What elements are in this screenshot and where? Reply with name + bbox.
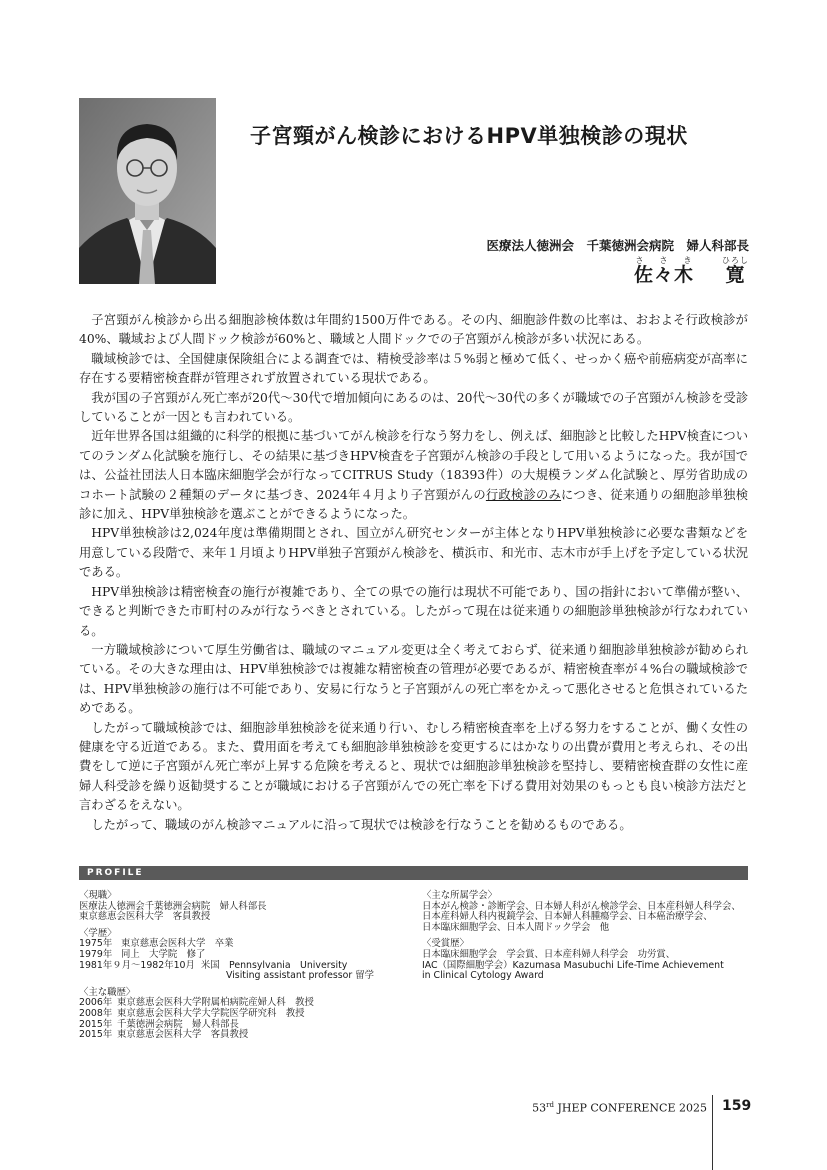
profile-header: PROFILE	[79, 866, 748, 880]
societies-line: 日本臨床細胞学会、日本人間ドック学会 他	[422, 921, 610, 933]
career-date: 2015年	[79, 1018, 113, 1030]
career-date: 2006年	[79, 997, 113, 1009]
paragraph-4-underlined: 行政検診のみ	[485, 487, 562, 502]
career-row	[79, 1009, 409, 1020]
profile-left-column	[79, 891, 409, 1047]
career-row	[79, 1030, 409, 1041]
education-text: 東京慈恵会医科大学 卒業	[121, 938, 234, 950]
author-family-reading	[634, 256, 694, 265]
reading-sa2: さ	[659, 256, 672, 265]
conference-footer	[532, 1101, 707, 1115]
author-given-name	[722, 256, 749, 286]
paragraph-4-part-a: 近年世界各国は組織的に科学的根拠に基づいてがん検診を行なう努力をし、例えば、細胞診と比較したHPV検査についてのランダム化試験を施行し、その結果に基づきHPV検査を子宮頸がん検診の手段として用いるようになった。我が国では、公益社団法人日本臨床細胞学会が行なってCITRUS Study（18393件）の大規模ランダム化試験と、厚労省助成のコホート試験の２種類のデータに基づき、2024年４月より子宮頸がんの	[79, 429, 748, 502]
current-position-line: 医療法人徳洲会千葉徳洲会病院 婦人科部長	[79, 900, 267, 912]
paragraph-1: 子宮頸がん検診から出る細胞診検体数は年間約1500万件である。その内、細胞診件数の比率は、おおよそ行政検診が40%、職域および人間ドック検診が60%と、職域と人間ドックでの子宮頸がん検診が多い状況にある。	[79, 313, 748, 347]
education-text: 米国 Pennsylvania University	[200, 959, 348, 971]
reading-sa1: さ	[633, 256, 648, 265]
author-given-reading: ひろし	[722, 256, 749, 265]
profile-current-position	[79, 891, 409, 923]
career-text: 東京慈恵会医科大学大学院医学研究科 教授	[117, 1007, 305, 1019]
author-portrait-image	[79, 98, 216, 284]
career-date: 2008年	[79, 1007, 113, 1019]
career-heading: 〈主な職歴〉	[79, 986, 136, 998]
conference-ordinal: rd	[546, 1101, 554, 1109]
profile-awards	[422, 939, 752, 981]
education-heading: 〈学歴〉	[79, 927, 117, 939]
education-date: 1975年	[79, 938, 113, 950]
awards-heading: 〈受賞歴〉	[422, 938, 469, 950]
paragraph-9: したがって、職域のがん検診マニュアルに沿って現状では検診を行なうことを勧めるものである。	[91, 817, 632, 832]
awards-line: in Clinical Cytology Award	[422, 970, 544, 982]
profile-career	[79, 988, 409, 1041]
footer-divider	[712, 1095, 713, 1170]
paragraph-8: したがって職域検診では、細胞診単独検診を従来通り行い、むしろ精密検査率を上げる努力をすることが、働く女性の健康を守る近道である。また、費用面を考えても細胞診単独検診を変更するにはかなりの出費が費用と考えられ、その出費をして逆に子宮頸がん死亡率が上昇する危険を考えると、現状では細胞診単独検診を堅持し、要精密検査群の女性に産婦人科受診を繰り返勧奨することが職域における子宮頸がんでの死亡率を下げる費用対効果のもっとも良い検診方法だと言わざるをえない。	[79, 720, 748, 813]
education-date: 1981年９月～1982年10月	[79, 959, 195, 971]
paragraph-4	[79, 427, 748, 524]
author-affiliation: 医療法人徳洲会 千葉徳洲会病院 婦人科部長	[486, 238, 749, 253]
author-name	[634, 256, 749, 287]
profile-right-column	[422, 891, 752, 988]
profile-education	[79, 929, 409, 982]
awards-line: 日本臨床細胞学会 学会賞、日本産科婦人科学会 功労賞、	[422, 948, 676, 960]
profile-societies	[422, 891, 752, 933]
current-position-line: 東京慈恵会医科大学 客員教授	[79, 911, 211, 923]
education-row	[79, 950, 409, 961]
societies-heading: 〈主な所属学会〉	[422, 890, 498, 901]
paragraph-2: 職域検診では、全国健康保険組合による調査では、精検受診率は５%弱と極めて低く、せっかく癌や前癌病変が高率に存在する要精密検査群が管理されず放置されている現状である。	[79, 351, 748, 386]
education-continuation: Visiting assistant professor 留学	[226, 970, 374, 982]
conference-number: 53	[532, 1101, 547, 1115]
paragraph-5: HPV単独検診は2,024年度は準備期間とされ、国立がん研究センターが主体となりHPV単独検診に必要な書類などを用意している段階で、来年１月頃よりHPV単独子宮頸がん検診を、横浜市、和光市、志木市が手上げを予定している状況である。	[79, 526, 748, 580]
paragraph-3: 我が国の子宮頸がん死亡率が20代～30代で増加傾向にあるのは、20代～30代の多くが職域での子宮頸がん検診を受診していることが一因とも言われている。	[79, 390, 748, 425]
career-text: 千葉徳洲会病院 婦人科部長	[117, 1018, 239, 1030]
article-title: 子宮頸がん検診におけるHPV単独検診の現状	[250, 124, 688, 148]
article-body	[79, 311, 748, 835]
author-photo	[79, 98, 216, 284]
reading-ki: き	[683, 256, 695, 265]
page-number: 159	[722, 1098, 752, 1114]
awards-line: IAC（国際細胞学会）Kazumasa Masubuchi Life-Time Achievement	[422, 959, 724, 971]
author-family-name	[633, 256, 695, 286]
education-date: 1979年	[79, 948, 113, 960]
career-date: 2015年	[79, 1029, 113, 1041]
career-text: 東京慈恵会医科大学 客員教授	[117, 1029, 249, 1041]
societies-line: 日本産科婦人科内視鏡学会、日本婦人科腫瘍学会、日本癌治療学会、	[422, 911, 713, 923]
author-given-text: 寛	[722, 264, 749, 286]
paragraph-7: 一方職域検診について厚生労働省は、職域のマニュアル変更は全く考えておらず、従来通り細胞診単独検診が勧められている。その大きな理由は、HPV単独検診では複雑な精密検査の管理が必要であるが、精密検査率が４%台の職域検診では、HPV単独検診の施行は不可能であり、安易に行なうと子宮頸がんの死亡率をかえって悪化させると危惧されているためである。	[79, 642, 748, 716]
education-text: 同上 大学院 修了	[121, 948, 206, 960]
author-family-text: 佐々木	[633, 264, 694, 286]
paragraph-4-part-b: につき、従来通りの細胞診単独検診に加え、HPV単独検診を選ぶことができるようになった。	[79, 487, 748, 522]
career-text: 東京慈恵会医科大学附属柏病院産婦人科 教授	[117, 997, 314, 1009]
conference-name: JHEP CONFERENCE 2025	[553, 1101, 707, 1115]
societies-line: 日本がん検診・診断学会、日本婦人科がん検診学会、日本産科婦人科学会、	[422, 900, 741, 912]
paragraph-6: HPV単独検診は精密検査の施行が複雑であり、全ての県での施行は現状不可能であり、国の指針において準備が整い、できると判断できた市町村のみが行なうべきとされている。したがって現在は従来通りの細胞診単独検診が行なわれている。	[79, 584, 748, 638]
current-position-heading: 〈現職〉	[79, 890, 117, 901]
